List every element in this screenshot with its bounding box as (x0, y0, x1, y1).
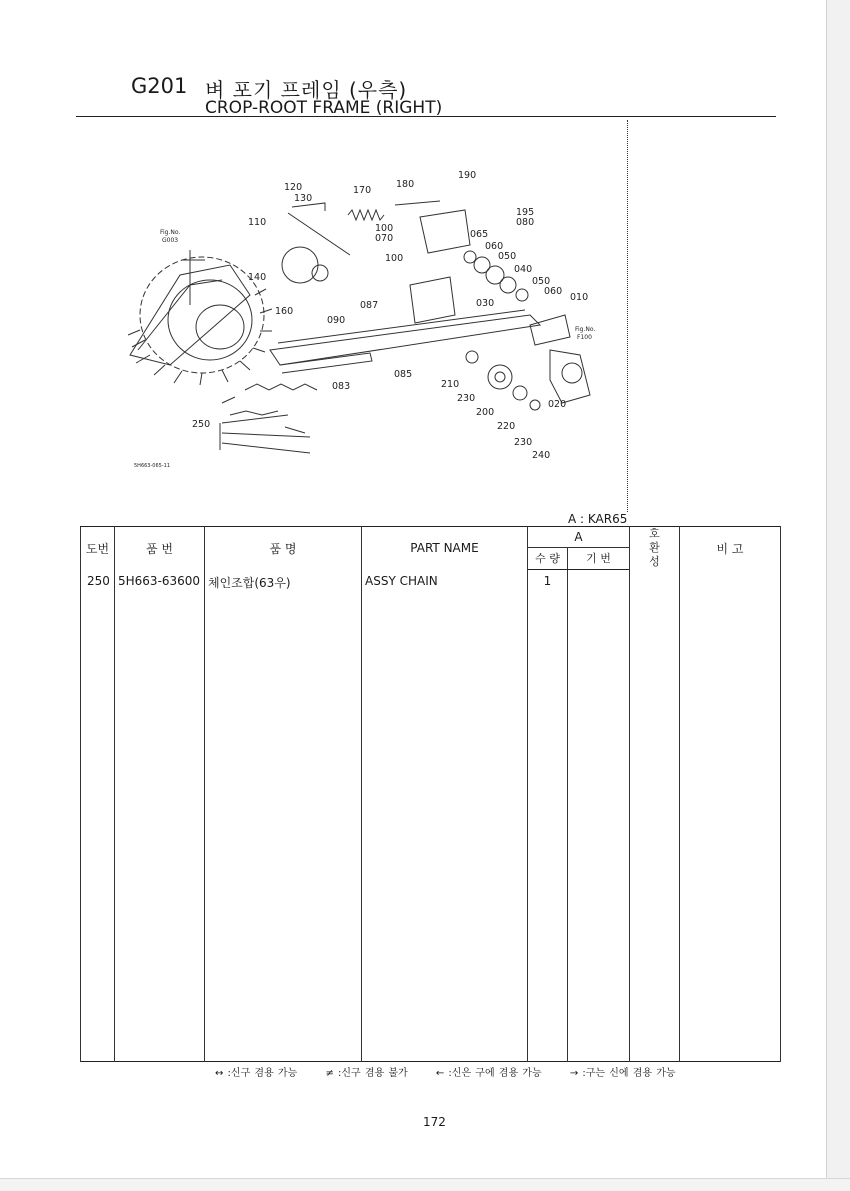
svg-text:F100: F100 (577, 334, 592, 341)
svg-text:060: 060 (485, 241, 504, 252)
spring-drawing (348, 210, 384, 220)
svg-text:180: 180 (396, 179, 415, 190)
header-remarks: 비 고 (680, 527, 781, 570)
svg-text:050: 050 (498, 251, 517, 262)
legend-item: → :구는 신에 겸용 가능 (569, 1068, 676, 1079)
page-edge-bottom (0, 1178, 850, 1191)
cell-name-kr: 체인조합(63우) (205, 570, 362, 1062)
model-key: A : KAR65 (568, 512, 628, 526)
table-row (81, 570, 781, 1062)
svg-text:065: 065 (470, 229, 489, 240)
svg-text:040: 040 (514, 264, 533, 275)
svg-text:100: 100 (385, 253, 404, 264)
svg-text:220: 220 (497, 421, 516, 432)
page-title-english: CROP-ROOT FRAME (RIGHT) (205, 98, 443, 118)
svg-text:030: 030 (476, 298, 495, 309)
exploded-parts-diagram (110, 165, 610, 485)
drawing-id: 5H663-065-11 (134, 463, 170, 469)
page-number: 172 (423, 1115, 446, 1129)
page-edge-right (826, 0, 850, 1190)
svg-text:100: 100 (375, 223, 394, 234)
svg-text:020: 020 (548, 399, 567, 410)
crop-lifter-wheel-drawing (128, 250, 272, 385)
header-group-a: A (528, 527, 630, 548)
svg-text:Fig.No.: Fig.No. (160, 229, 181, 236)
header-part-name-en: PART NAME (362, 527, 528, 570)
page-title-korean: 벼 포기 프레임 (우측) (205, 78, 408, 102)
svg-text:210: 210 (441, 379, 460, 390)
dotted-separator (627, 120, 628, 512)
parts-table (80, 526, 781, 1062)
header-serial: 기 번 (568, 548, 630, 570)
svg-text:085: 085 (394, 369, 413, 380)
svg-text:190: 190 (458, 170, 477, 181)
svg-text:080: 080 (516, 217, 535, 228)
cell-remarks (680, 570, 781, 1062)
fig-reference-labels (160, 229, 595, 341)
cell-interchange (630, 570, 680, 1062)
section-code: G201 (131, 74, 188, 98)
svg-text:087: 087 (360, 300, 379, 311)
title-divider (76, 116, 776, 117)
frame-beam-drawing (270, 315, 540, 365)
svg-text:200: 200 (476, 407, 495, 418)
svg-text:140: 140 (248, 272, 267, 283)
svg-text:240: 240 (532, 450, 551, 461)
svg-text:083: 083 (332, 381, 351, 392)
svg-text:050: 050 (532, 276, 551, 287)
svg-text:160: 160 (275, 306, 294, 317)
header-part-name-kr: 품 명 (205, 527, 362, 570)
svg-text:170: 170 (353, 185, 372, 196)
header-qty: 수 량 (528, 548, 568, 570)
svg-text:Fig.No.: Fig.No. (575, 326, 596, 333)
legend-item: ↔ :신구 겸용 가능 (215, 1068, 298, 1079)
legend-item: ← :신은 구에 겸용 가능 (435, 1068, 542, 1079)
header-ref: 도번 (81, 527, 115, 570)
svg-text:130: 130 (294, 193, 313, 204)
interchange-legend (215, 1064, 700, 1079)
cell-part-no: 5H663-63600 (115, 570, 205, 1062)
svg-text:G003: G003 (162, 237, 179, 244)
svg-text:230: 230 (514, 437, 533, 448)
header-interchange: 호 환 성 (630, 527, 680, 570)
svg-text:195: 195 (516, 207, 535, 218)
svg-text:120: 120 (284, 182, 303, 193)
svg-text:250: 250 (192, 419, 211, 430)
svg-text:060: 060 (544, 286, 563, 297)
svg-text:070: 070 (375, 233, 394, 244)
header-part-no: 품 번 (115, 527, 205, 570)
svg-text:230: 230 (457, 393, 476, 404)
svg-text:110: 110 (248, 217, 267, 228)
chain-links-drawing (245, 384, 317, 390)
legend-item: ≠ :신구 겸용 불가 (325, 1068, 408, 1079)
svg-text:090: 090 (327, 315, 346, 326)
cell-serial (568, 570, 630, 1062)
cell-qty: 1 (528, 570, 568, 1062)
cell-ref: 250 (81, 570, 115, 1062)
svg-text:010: 010 (570, 292, 589, 303)
cell-name-en: ASSY CHAIN (362, 570, 528, 1062)
